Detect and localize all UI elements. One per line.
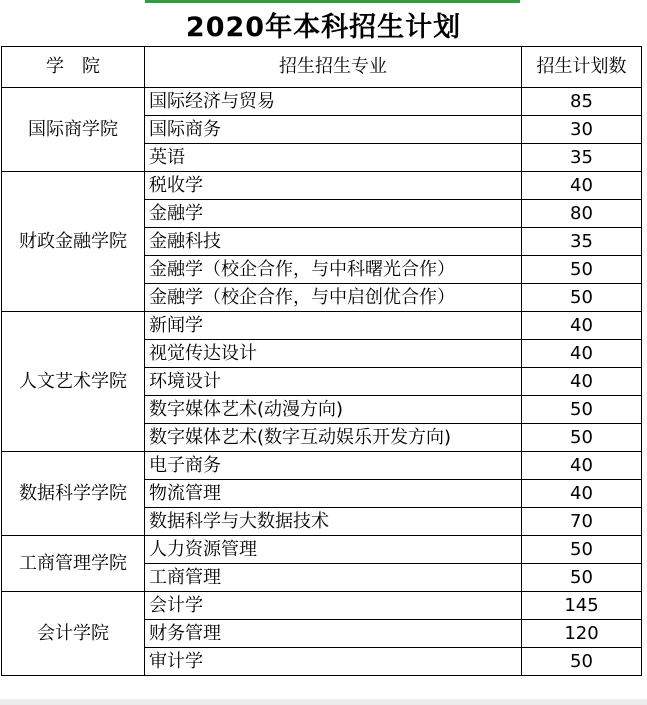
table-row: [2, 536, 642, 564]
enrollment-count: 30: [522, 116, 642, 144]
table-row: [2, 172, 642, 200]
enrollment-count: 40: [522, 312, 642, 340]
header-count: 招生计划数: [522, 47, 642, 88]
major-name: 数字媒体艺术(动漫方向): [145, 396, 522, 424]
enrollment-count: 50: [522, 564, 642, 592]
college-name: 会计学院: [2, 592, 145, 676]
major-name: 税收学: [145, 172, 522, 200]
major-name: 数字媒体艺术(数字互动娱乐开发方向): [145, 424, 522, 452]
major-name: 英语: [145, 144, 522, 172]
enrollment-count: 70: [522, 508, 642, 536]
major-name: 人力资源管理: [145, 536, 522, 564]
major-name: 环境设计: [145, 368, 522, 396]
header-major: 招生招生专业: [145, 47, 522, 88]
major-name: 金融学: [145, 200, 522, 228]
enrollment-count: 50: [522, 256, 642, 284]
enrollment-count: 145: [522, 592, 642, 620]
enrollment-count: 80: [522, 200, 642, 228]
header-college: 学 院: [2, 47, 145, 88]
enrollment-count: 85: [522, 88, 642, 116]
enrollment-count: 40: [522, 340, 642, 368]
enrollment-count: 50: [522, 284, 642, 312]
major-name: 国际经济与贸易: [145, 88, 522, 116]
page-title: 2020年本科招生计划: [185, 12, 462, 43]
major-name: 金融学（校企合作，与中启创优合作）: [145, 284, 522, 312]
enrollment-count: 40: [522, 480, 642, 508]
enrollment-count: 50: [522, 648, 642, 676]
enrollment-count: 35: [522, 144, 642, 172]
college-name: 国际商学院: [2, 88, 145, 172]
enrollment-count: 40: [522, 452, 642, 480]
major-name: 新闻学: [145, 312, 522, 340]
enrollment-count: 35: [522, 228, 642, 256]
table-row: [2, 452, 642, 480]
major-name: 电子商务: [145, 452, 522, 480]
enrollment-count: 40: [522, 172, 642, 200]
major-name: 物流管理: [145, 480, 522, 508]
college-name: 财政金融学院: [2, 172, 145, 312]
enrollment-count: 50: [522, 424, 642, 452]
enrollment-count: 120: [522, 620, 642, 648]
major-name: 审计学: [145, 648, 522, 676]
major-name: 金融学（校企合作，与中科曙光合作）: [145, 256, 522, 284]
college-name: 人文艺术学院: [2, 312, 145, 452]
major-name: 财务管理: [145, 620, 522, 648]
major-name: 工商管理: [145, 564, 522, 592]
major-name: 会计学: [145, 592, 522, 620]
major-name: 金融科技: [145, 228, 522, 256]
enrollment-count: 50: [522, 536, 642, 564]
table-row: [2, 592, 642, 620]
major-name: 国际商务: [145, 116, 522, 144]
enrollment-plan-table: [1, 46, 642, 676]
table-row: [2, 88, 642, 116]
major-name: 数据科学与大数据技术: [145, 508, 522, 536]
table-row: [2, 312, 642, 340]
enrollment-count: 40: [522, 368, 642, 396]
table-header-row: [2, 47, 642, 88]
major-name: 视觉传达设计: [145, 340, 522, 368]
enrollment-count: 50: [522, 396, 642, 424]
table-body: [2, 88, 642, 676]
college-name: 数据科学学院: [2, 452, 145, 536]
college-name: 工商管理学院: [2, 536, 145, 592]
bottom-strip: [0, 699, 647, 705]
